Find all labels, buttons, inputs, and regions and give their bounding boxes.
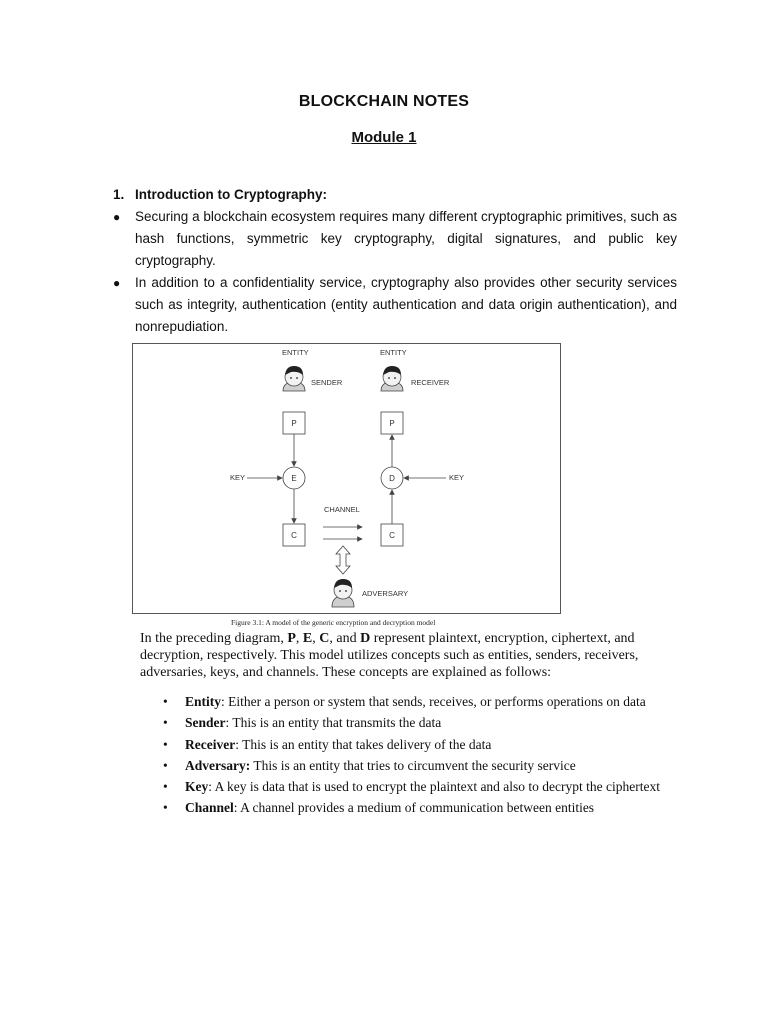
definition-term: Channel [185, 800, 234, 816]
encryption-diagram [133, 344, 560, 613]
key-left-label: KEY [230, 473, 246, 482]
bullet-text: In addition to a confidentiality service, cryptography also provides other security services such as integrity, authentication (entity authentication and data origin authentication), and nonrepudiation. [135, 275, 677, 334]
entity-right-label: ENTITY [380, 348, 407, 357]
definition-text: : A key is data that is used to encrypt the plaintext and also to decrypt the ciphertext [208, 779, 661, 795]
definition-text: : A channel provides a medium of communication between entities [233, 800, 595, 816]
para-term-c: C [319, 631, 330, 646]
bullet-dot-icon: • [163, 800, 168, 816]
bullet-dot-icon: ● [113, 276, 121, 290]
definition-item [163, 734, 723, 755]
definition-term: Adversary: [185, 757, 251, 773]
bullet-dot-icon: • [163, 757, 168, 773]
definition-item [163, 712, 723, 733]
definition-term: Sender [185, 715, 226, 731]
p-left-text: P [291, 419, 297, 428]
channel-label: CHANNEL [324, 505, 360, 514]
sender-label: SENDER [311, 378, 343, 387]
key-right-label: KEY [449, 473, 465, 482]
para-text-1: In the preceding diagram, [140, 631, 288, 646]
p-right-text: P [389, 419, 395, 428]
definition-item [163, 755, 723, 776]
bullet-dot-icon: • [163, 715, 168, 731]
document-title: BLOCKCHAIN NOTES [298, 93, 470, 110]
para-text-4: , and [329, 631, 361, 646]
definition-item [163, 797, 723, 818]
definition-term: Receiver [185, 736, 236, 752]
definition-item [163, 776, 723, 797]
definition-term: Key [185, 779, 209, 795]
module-heading: Module 1 [351, 129, 417, 146]
para-term-p: P [287, 631, 296, 646]
bullet-dot-icon: • [163, 736, 168, 752]
d-node-text: D [389, 474, 395, 483]
definition-text: This is an entity that tries to circumvent the security service [250, 757, 576, 773]
receiver-label: RECEIVER [411, 378, 450, 387]
receiver-person-icon [381, 366, 403, 391]
c-right-text: C [389, 531, 395, 540]
para-text-3: , [312, 631, 320, 646]
entity-left-label: ENTITY [282, 348, 309, 357]
para-text-2: , [295, 631, 303, 646]
sender-person-icon [283, 366, 305, 391]
bullet-dot-icon: • [163, 694, 168, 709]
para-term-d: D [360, 631, 371, 646]
definitions-list [163, 691, 723, 819]
definition-text: : This is an entity that takes delivery of the data [235, 736, 492, 752]
para-term-e: E [302, 631, 313, 646]
encryption-model-figure [132, 343, 561, 614]
definition-term: Entity [185, 694, 222, 709]
figure-caption: Figure 3.1: A model of the generic encryption and decryption model [231, 618, 436, 627]
definition-text: : This is an entity that transmits the data [225, 715, 442, 731]
section-title: Introduction to Cryptography: [135, 187, 327, 202]
definition-item [163, 691, 723, 712]
definition-text: : Either a person or system that sends, receives, or performs operations on data [221, 694, 646, 709]
section-number: 1. [113, 187, 125, 202]
adversary-label: ADVERSARY [362, 589, 409, 598]
bullet-text: Securing a blockchain ecosystem requires many different cryptographic primitives, such as hash functions, symmetric key cryptography, digital signatures, and public key cryptography. [135, 209, 677, 268]
e-node-text: E [291, 474, 297, 483]
section-heading [113, 187, 327, 202]
explanation-paragraph [140, 630, 680, 681]
double-arrow-icon [336, 546, 350, 574]
c-left-text: C [291, 531, 297, 540]
para-text-5: represent plaintext, encryption, ciphertext, and decryption, respectively. This model utilizes concepts such as entities, senders, receivers, adversaries, keys, and channels. These concepts are explained as follows: [140, 631, 639, 680]
adversary-person-icon [332, 579, 354, 607]
bullet-dot-icon: ● [113, 210, 121, 224]
bullet-dot-icon: • [163, 779, 168, 795]
